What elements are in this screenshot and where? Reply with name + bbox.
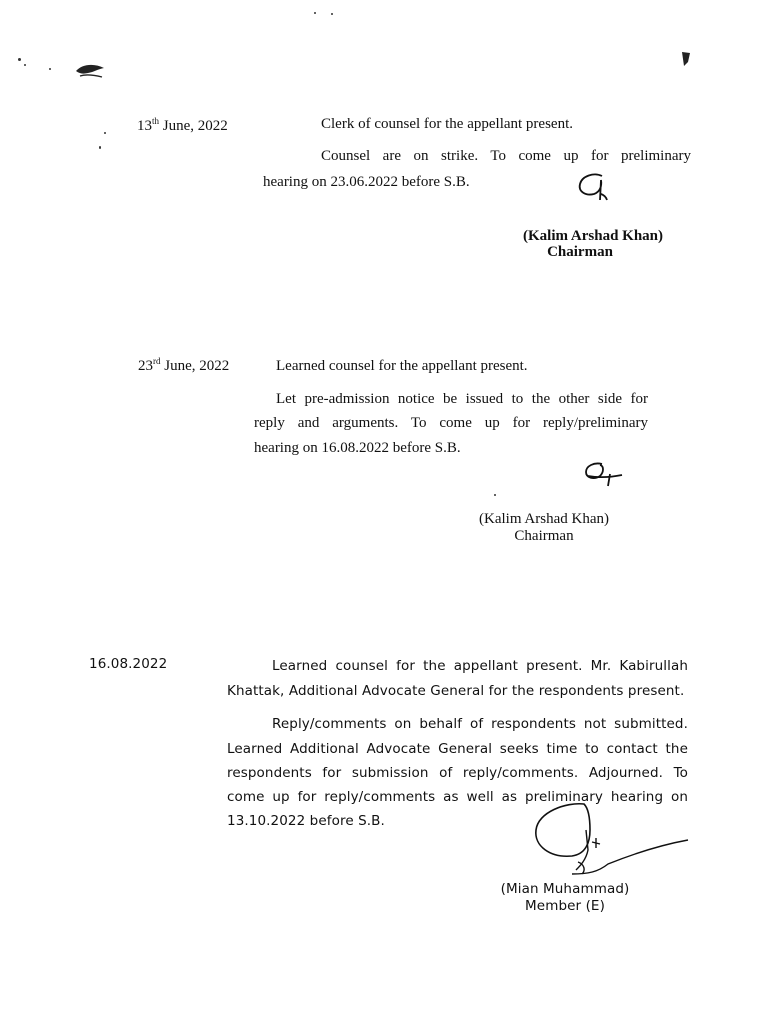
- entry-text-line: 13.10.2022 before S.B.: [227, 813, 385, 829]
- scan-speck: [494, 494, 496, 496]
- ink-corner-mark: [678, 48, 694, 70]
- scan-speck: [314, 12, 316, 14]
- signer-title: Chairman: [547, 244, 613, 260]
- entry-text-line: Learned counsel for the appellant present. Mr. Kabirullah: [272, 658, 688, 674]
- entry-text-line: hearing on 16.08.2022 before S.B.: [254, 440, 461, 456]
- entry-text-line: reply and arguments. To come up for reply/preliminary: [254, 415, 648, 431]
- entry-text-line: Khattak, Additional Advocate General for the respondents present.: [227, 683, 685, 699]
- signer-name: (Mian Muhammad): [500, 881, 630, 897]
- signature-mian-muhammad: [528, 800, 690, 882]
- entry-text-line: Learned Additional Advocate General seeks time to contact the: [227, 741, 688, 757]
- signature-kalim-1: [574, 170, 610, 206]
- scan-speck: [49, 68, 51, 70]
- entry-text-line: Clerk of counsel for the appellant present.: [321, 116, 573, 132]
- scan-speck: [331, 13, 333, 15]
- entry-date: 13th June, 2022: [137, 116, 228, 134]
- scan-speck: [18, 58, 21, 61]
- entry-text-line: Reply/comments on behalf of respondents not submitted.: [272, 716, 688, 732]
- entry-text-line: Learned counsel for the appellant present.: [276, 358, 528, 374]
- signer-name: (Kalim Arshad Khan): [522, 228, 664, 244]
- signature-kalim-2: [582, 458, 624, 492]
- entry-text-line: Counsel are on strike. To come up for preliminary: [321, 148, 691, 164]
- entry-text-line: Let pre-admission notice be issued to the other side for: [276, 391, 648, 407]
- signer-title: Member (E): [525, 898, 605, 914]
- scan-speck: [99, 146, 101, 149]
- entry-text-line: come up for reply/comments as well as preliminary hearing on: [227, 789, 688, 805]
- signer-name: (Kalim Arshad Khan): [479, 511, 609, 527]
- signer-title: Chairman: [514, 528, 574, 544]
- entry-text-line: hearing on 23.06.2022 before S.B.: [263, 174, 470, 190]
- entry-date: 16.08.2022: [89, 656, 168, 672]
- scan-speck: [104, 132, 106, 134]
- ink-blot-mark: [74, 60, 108, 80]
- scan-speck: [24, 64, 26, 66]
- entry-text-line: respondents for submission of reply/comments. Adjourned. To: [227, 765, 688, 781]
- entry-date: 23rd June, 2022: [138, 356, 230, 374]
